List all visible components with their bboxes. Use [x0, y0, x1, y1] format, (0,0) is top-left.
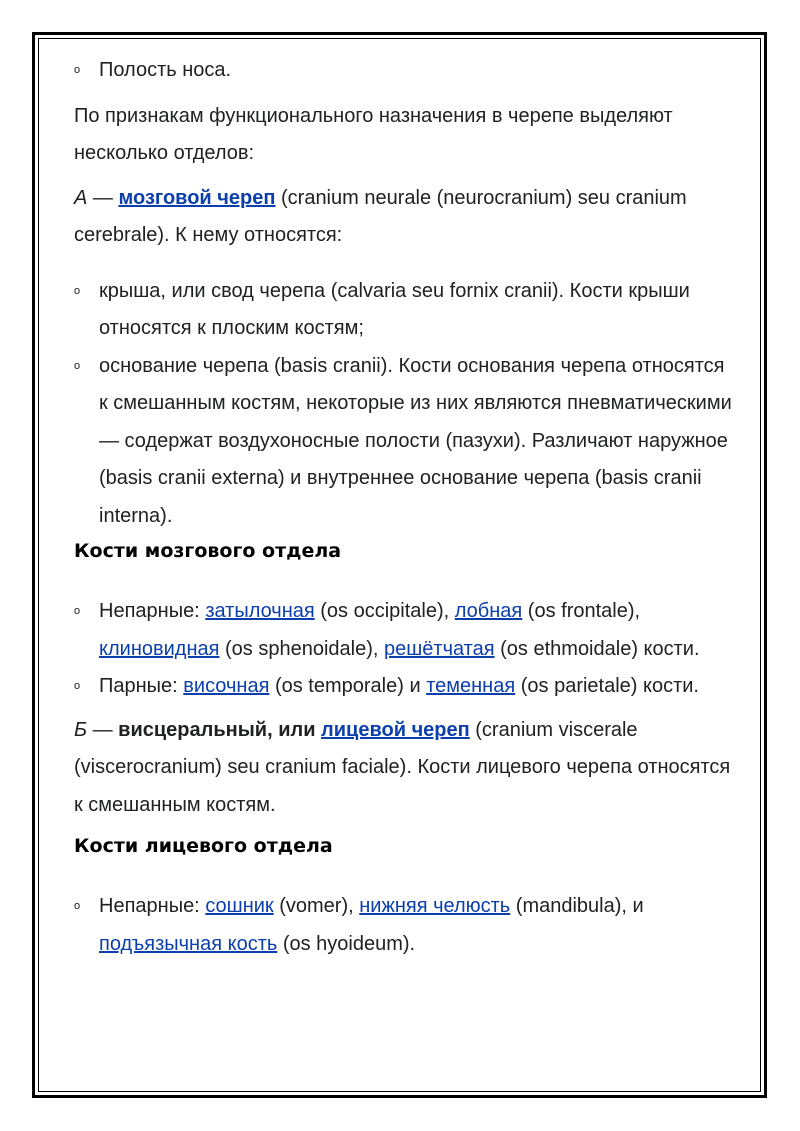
- link-mandible[interactable]: нижняя челюсть: [359, 895, 511, 917]
- latin-hyoid: (os hyoideum).: [277, 932, 416, 955]
- list-brain-parts: [74, 273, 734, 536]
- heading-face-bones: Кости лицевого отдела: [74, 835, 333, 857]
- latin-parietal: (os parietale) кости.: [515, 675, 699, 697]
- heading-brain-bones: Кости мозгового отдела: [74, 540, 342, 562]
- link-facial-skull[interactable]: лицевой череп: [321, 718, 470, 741]
- section-a-letter: А: [74, 186, 88, 209]
- list-item-text: основание черепа (basis cranii). Кости основания черепа относятся к смешанным костям, некоторые из них являются пневматическими — содержат воздухоносные полости (пазухи). Различают наружное (basis cranii externa) и внутреннее основание черепа (basis cranii interna).: [99, 354, 732, 527]
- link-vomer[interactable]: сошник: [205, 895, 274, 917]
- link-frontal[interactable]: лобная: [454, 600, 523, 622]
- latin-sphenoid: (os sphenoidale),: [219, 637, 384, 660]
- section-b-bold: висцеральный, или: [118, 718, 322, 741]
- link-ethmoid[interactable]: решётчатая: [384, 637, 495, 660]
- label-unpaired: Непарные:: [99, 895, 206, 917]
- list-item-unpaired: [74, 593, 734, 668]
- section-b-letter: Б: [74, 718, 88, 741]
- list-item: [74, 348, 734, 536]
- label-paired: Парные:: [99, 675, 184, 697]
- list-item-unpaired: [74, 888, 734, 963]
- latin-temporal: (os temporale) и: [269, 675, 427, 697]
- functional-intro: По признакам функционального назначения в черепе выделяют несколько отделов:: [74, 104, 673, 164]
- latin-frontal: (os frontale),: [522, 600, 641, 622]
- bullet-marker: o: [74, 680, 81, 692]
- latin-occipital: (os occipitale),: [314, 600, 455, 622]
- section-a-text: (cranium neurale (neurocranium) seu cranium cerebrale). К нему относятся:: [74, 186, 687, 246]
- latin-mandible: (mandibula), и: [510, 895, 644, 917]
- list-item-paired: [74, 668, 734, 706]
- bullet-marker: o: [74, 900, 81, 912]
- latin-ethmoid: (os ethmoidale) кости.: [494, 637, 700, 660]
- bullet-marker: o: [74, 605, 81, 617]
- latin-vomer: (vomer),: [273, 895, 360, 917]
- list-item: [74, 52, 734, 90]
- label-unpaired: Непарные:: [99, 600, 206, 622]
- list-item: [74, 273, 734, 348]
- section-b-text: (cranium viscerale (viscerocranium) seu cranium faciale). Кости лицевого черепа относятся к смешанным костям.: [74, 718, 731, 816]
- link-parietal[interactable]: теменная: [426, 675, 516, 697]
- section-b-dash: —: [87, 718, 119, 741]
- link-brain-skull[interactable]: мозговой череп: [118, 186, 276, 209]
- article-content: [74, 52, 734, 963]
- link-temporal[interactable]: височная: [183, 675, 270, 697]
- list-brain-bones: [74, 593, 734, 706]
- list-item-text: Полость носа.: [99, 59, 232, 81]
- section-b-paragraph: [74, 712, 734, 825]
- list-item-text: крыша, или свод черепа (calvaria seu fornix cranii). Кости крыши относятся к плоским костям;: [99, 279, 690, 339]
- link-hyoid[interactable]: подъязычная кость: [99, 932, 278, 955]
- list-top: [74, 52, 734, 90]
- section-a-dash: —: [87, 186, 119, 209]
- bullet-marker: o: [74, 64, 81, 76]
- bullet-marker: o: [74, 284, 81, 297]
- list-face-bones: [74, 888, 734, 963]
- bullet-marker: o: [74, 359, 81, 372]
- section-a-paragraph: [74, 180, 734, 255]
- link-occipital[interactable]: затылочная: [205, 600, 315, 622]
- link-sphenoid[interactable]: клиновидная: [99, 637, 220, 660]
